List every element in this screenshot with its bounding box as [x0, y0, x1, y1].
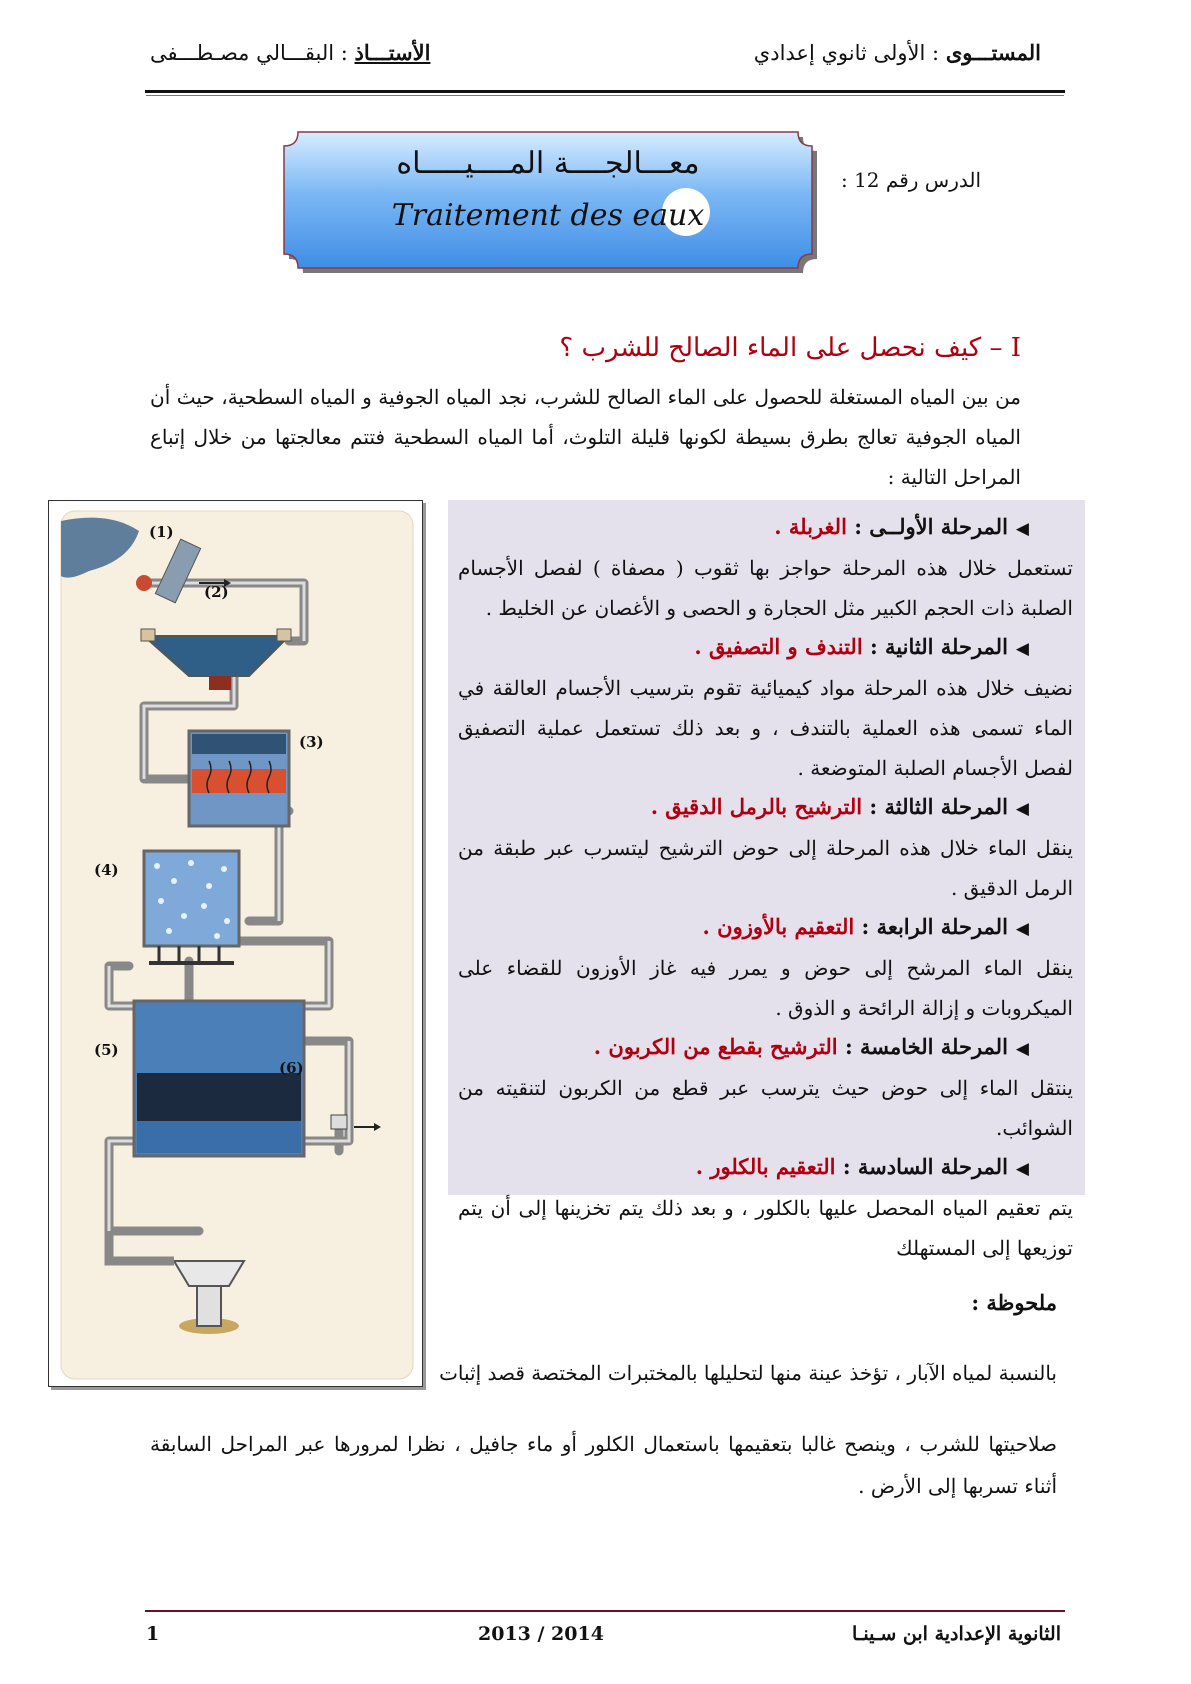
valve [136, 575, 152, 591]
pointer-icon: ◀ [1015, 1159, 1029, 1179]
title-arabic: معـــالجــــة المــــيـــــاه [396, 146, 700, 181]
stage-1-name: المرحلة الأولــى : [854, 514, 1008, 539]
stage-3-title [458, 788, 1073, 828]
lesson-title-box [268, 118, 828, 282]
stage-5-heading: الترشيح بقطع من الكربون . [593, 1034, 838, 1059]
teacher-info [150, 40, 430, 65]
stage-2-heading: التندف و التصفيق . [694, 634, 863, 659]
figure-label-6: (6) [279, 1059, 304, 1077]
figure-label-4: (4) [94, 861, 119, 879]
stage-5-name: المرحلة الخامسة : [844, 1034, 1008, 1059]
note-line-2: صلاحيتها للشرب ، وينصح غالبا بتعقيمها باستعمال الكلور أو ماء جافيل ، نظرا لمرورها عبر المراحل السابقة أثناء تسربها إلى الأرض . [150, 1432, 1057, 1498]
stage-6-heading: التعقيم بالكلور . [695, 1154, 836, 1179]
stage-4-name: المرحلة الرابعة : [861, 914, 1008, 939]
stage-5-title [458, 1028, 1073, 1068]
teacher-value: : البقـــالي مصـطـــفى [150, 41, 348, 65]
level-info [754, 40, 1041, 65]
treatment-plant-illustration [49, 501, 422, 1386]
stage-4-title [458, 908, 1073, 948]
stage-2-text: نضيف خلال هذه المرحلة مواد كيميائية تقوم بترسيب الأجسام العالقة في الماء تسمى هذه العملية بالتندف ، و بعد ذلك تستعمل عملية التصفيق لفصل الأجسام الصلبة المتوضعة . [458, 676, 1073, 780]
intro-paragraph: من بين المياه المستغلة للحصول على الماء الصالح للشرب، نجد المياه الجوفية و المياه السطحية، حيث أن المياه الجوفية تعالج بطرق بسيطة لكونها قليلة التلوث، أما المياه السطحية فتتم معالجتها من خلال إتباع المراحل التالية : [150, 385, 1021, 489]
stage-2-title [458, 628, 1073, 668]
pointer-icon: ◀ [1015, 1039, 1029, 1059]
header-rule [145, 90, 1065, 93]
lesson-number: الدرس رقم 12 : [840, 168, 981, 192]
stage-3-heading: الترشيح بالرمل الدقيق . [650, 794, 863, 819]
level-value: : الأولى ثانوي إعدادي [753, 41, 940, 65]
water-treatment-diagram [48, 500, 423, 1387]
stage-2-name: المرحلة الثانية : [869, 634, 1008, 659]
pointer-icon: ◀ [1015, 639, 1029, 659]
title-french: Traitement des eaux [391, 198, 705, 233]
stage-5-text: ينتقل الماء إلى حوض حيث يترسب عبر قطع من الكربون لتنقيته من الشوائب. [458, 1076, 1073, 1140]
teacher-label: الأستـــاذ [354, 40, 431, 65]
treatment-stages-panel [448, 500, 1085, 1260]
stage-1-text: تستعمل خلال هذه المرحلة حواجز بها ثقوب ( مصفاة ) لفصل الأجسام الصلبة ذات الحجم الكبير مثل الحجارة و الحصى و الأغصان عن الخليط . [458, 556, 1073, 620]
stage-4-text: ينقل الماء المرشح إلى حوض و يمرر فيه غاز الأوزون للقضاء على الميكروبات و إزالة الرائحة و الذوق . [458, 956, 1073, 1020]
footer-rule [145, 1610, 1065, 1612]
level-label: المستـــوى [945, 40, 1041, 65]
stage-3-name: المرحلة الثالثة : [869, 794, 1008, 819]
footer-year: 2013 / 2014 [478, 1623, 604, 1645]
stage-6-text: يتم تعقيم المياه المحصل عليها بالكلور ، و بعد ذلك يتم تخزينها إلى أن يتم توزيعها إلى المستهلك [458, 1196, 1073, 1260]
stage-4-heading: التعقيم بالأوزون . [702, 914, 855, 939]
page-number: 1 [146, 1623, 160, 1645]
note-title: ملحوظة : [971, 1290, 1057, 1315]
figure-label-5: (5) [94, 1041, 119, 1059]
pointer-icon: ◀ [1015, 799, 1029, 819]
figure-label-2: (2) [204, 583, 229, 601]
stage-6-title [458, 1148, 1073, 1188]
note-line-1: بالنسبة لمياه الآبار ، تؤخذ عينة منها لتحليلها بالمختبرات المختصة قصد إثبات [439, 1361, 1057, 1385]
stage-1-heading: الغربلة . [774, 514, 847, 539]
pointer-icon: ◀ [1015, 519, 1029, 539]
figure-label-1: (1) [149, 523, 174, 541]
stage-6-name: المرحلة السادسة : [842, 1154, 1008, 1179]
stage-1-title [458, 508, 1073, 548]
section-heading: I – كيف نحصل على الماء الصالح للشرب ؟ [559, 333, 1021, 363]
chlorine-injector [331, 1115, 347, 1129]
stage-3-text: ينقل الماء خلال هذه المرحلة إلى حوض الترشيح ليتسرب عبر طبقة من الرمل الدقيق . [458, 836, 1073, 900]
figure-label-3: (3) [299, 733, 324, 751]
pointer-icon: ◀ [1015, 919, 1029, 939]
footer-school: الثانوية الإعدادية ابن سـينـا [852, 1623, 1061, 1645]
